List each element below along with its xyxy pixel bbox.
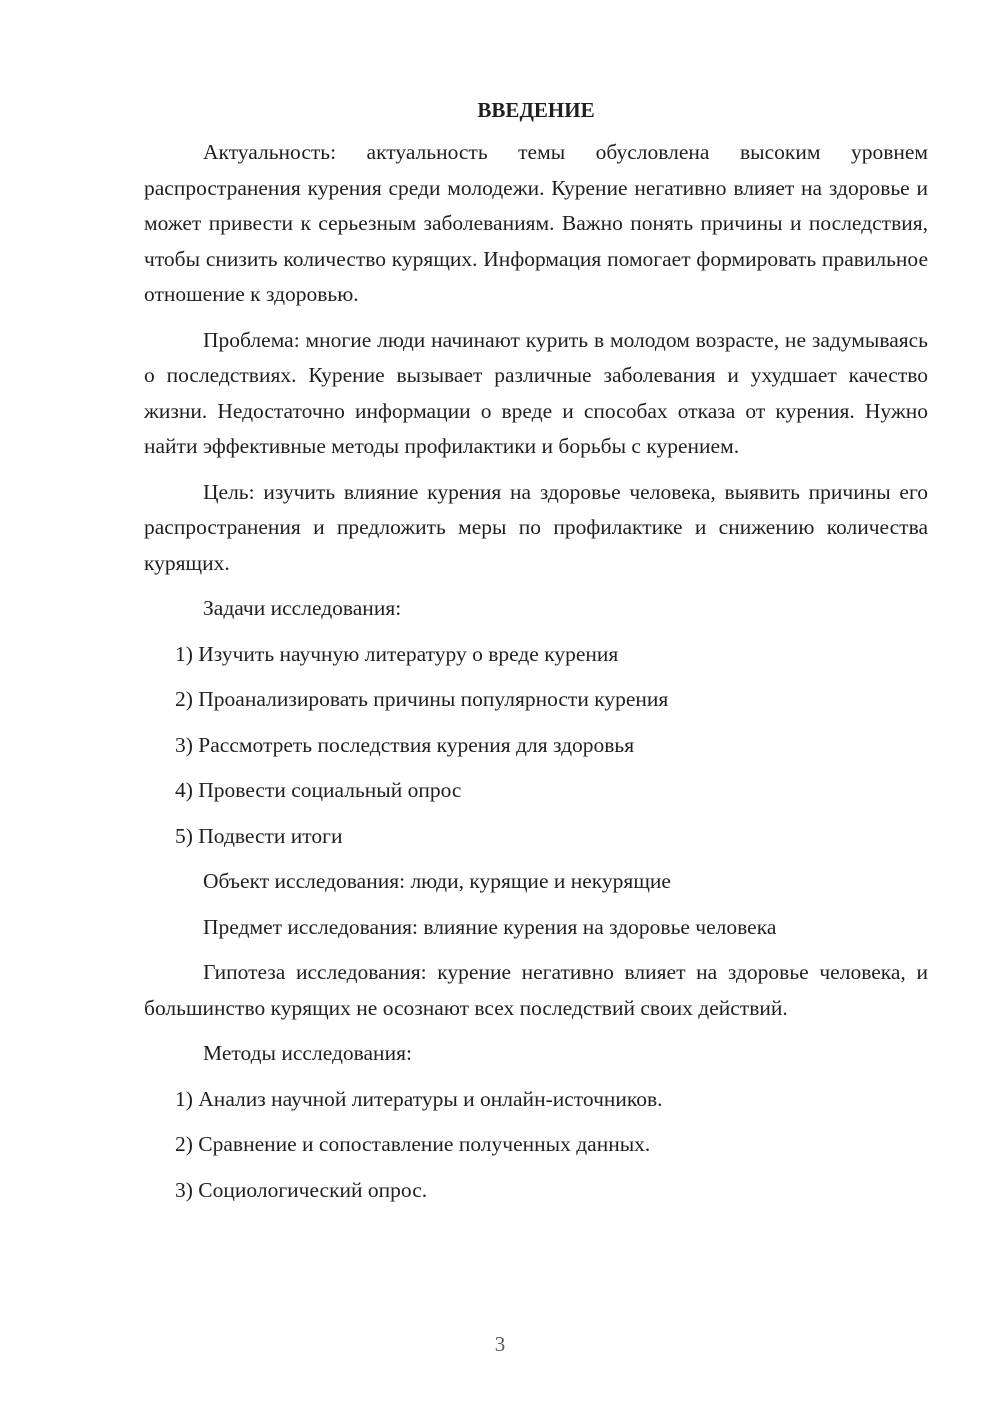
relevance-paragraph: Актуальность: актуальность темы обусловлена высоким уровнем распространения курения среди молодежи. Курение негативно влияет на здоровье и может привести к серьезным заболеваниям. Важно понять причины и последствия, чтобы снизить количество курящих. Информация помогает формировать правильное отношение к здоровью. [144,140,928,306]
task-item: 5) Подвести итоги [175,823,343,848]
task-item: 1) Изучить научную литературу о вреде курения [175,641,619,666]
hypothesis-paragraph: Гипотеза исследования: курение негативно влияет на здоровье человека, и большинство курящих не осознают всех последствий своих действий. [144,960,928,1020]
tasks-heading: Задачи исследования: [203,596,402,620]
problem-paragraph: Проблема: многие люди начинают курить в молодом возрасте, не задумываясь о последствиях. Курение вызывает различные заболевания и ухудшает качество жизни. Недостаточно информации о вреде и способах отказа от курения. Нужно найти эффективные методы профилактики и борьбы с курением. [144,327,928,458]
task-item: 2) Проанализировать причины популярности курения [175,687,669,711]
research-subject: Предмет исследования: влияние курения на здоровье человека [203,914,777,939]
research-object: Объект исследования: люди, курящие и некурящие [203,869,671,893]
method-item: 2) Сравнение и сопоставление полученных данных. [175,1132,651,1156]
goal-paragraph: Цель: изучить влияние курения на здоровье человека, выявить причины его распространения и предложить меры по профилактике и снижению количества курящих. [144,479,928,575]
method-item: 1) Анализ научной литературы и онлайн-источников. [175,1086,663,1111]
document-page [144,95,928,1218]
method-item: 3) Социологический опрос. [175,1177,428,1202]
task-item: 3) Рассмотреть последствия курения для здоровья [175,732,635,757]
task-item: 4) Провести социальный опрос [175,778,462,802]
methods-heading: Методы исследования: [203,1041,412,1065]
page-title: ВВЕДЕНИЕ [477,98,595,122]
page-number: 3 [494,1332,506,1356]
